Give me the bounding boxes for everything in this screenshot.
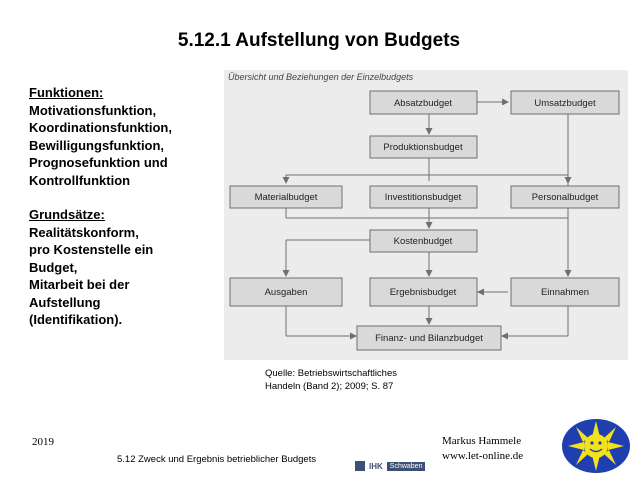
principles-line: (Identifikation). [29,312,123,327]
author-block [442,434,523,464]
box-label: Ausgaben [264,287,308,298]
source-citation [265,367,465,393]
box-label: Produktionsbudget [383,142,463,153]
author-website: www.let-online.de [442,450,524,462]
ihk-wordmark: IHK [369,461,383,471]
footer-year: 2019 [32,436,54,448]
box-label: Einnahmen [540,287,590,298]
left-panel [29,84,229,329]
footer-chapter-title: 5.12 Zweck und Ergebnis betrieblicher Budgets [117,454,317,465]
box-label: Absatzbudget [393,98,453,109]
source-line: Handeln (Band 2); 2009; S. 87 [265,381,394,392]
box-label: Finanz- und Bilanzbudget [375,333,483,344]
box-label: Personalbudget [531,192,599,203]
functions-heading: Funktionen: [29,85,104,100]
box-materialbudget [230,186,342,208]
sun-logo-graphic [560,417,632,475]
box-einnahmen [511,278,619,306]
box-label: Umsatzbudget [534,98,596,109]
author-name: Markus Hammele [442,435,522,447]
diagram-heading: Übersicht und Beziehungen der Einzelbudgets [228,72,414,82]
functions-line: Bewilligungsfunktion, [29,137,165,153]
box-label: Investitionsbudget [384,192,462,203]
box-label: Materialbudget [254,192,318,203]
functions-line: Koordinationsfunktion, [29,120,172,135]
principles-line: Realitätskonform, [29,224,139,240]
box-label: Ergebnisbudget [389,287,457,298]
diagram-canvas [224,70,628,360]
source-line: Quelle: Betriebswirtschaftliches [265,368,397,379]
box-kostenbudget [370,230,477,252]
ihk-logo [355,458,439,474]
ihk-mark-icon [355,461,365,471]
box-finanz-und-bilanzbudget [357,326,501,350]
principles-line: pro Kostenstelle ein [29,242,154,257]
ihk-region: Schwaben [387,462,426,471]
principles-heading: Grundsätze: [29,207,105,222]
principles-line: Mitarbeit bei der [29,277,130,292]
principles-line: Budget, [29,259,78,275]
box-umsatzbudget [511,91,619,114]
slide-title: 5.12.1 Aufstellung von Budgets [177,30,461,51]
box-investitionsbudget [370,186,477,208]
budget-relationship-diagram [224,70,628,360]
box-label: Kostenbudget [393,236,453,247]
sun-logo-icon [560,417,632,475]
spacer [29,189,229,206]
box-personalbudget [511,186,619,208]
principles-line: Aufstellung [29,294,101,310]
functions-line: Kontrollfunktion [29,172,131,188]
box-produktionsbudget [370,136,477,158]
functions-line: Prognosefunktion und [29,155,168,170]
box-ausgaben [230,278,342,306]
box-absatzbudget [370,91,477,114]
box-ergebnisbudget [370,278,477,306]
functions-line: Motivationsfunktion, [29,102,157,118]
